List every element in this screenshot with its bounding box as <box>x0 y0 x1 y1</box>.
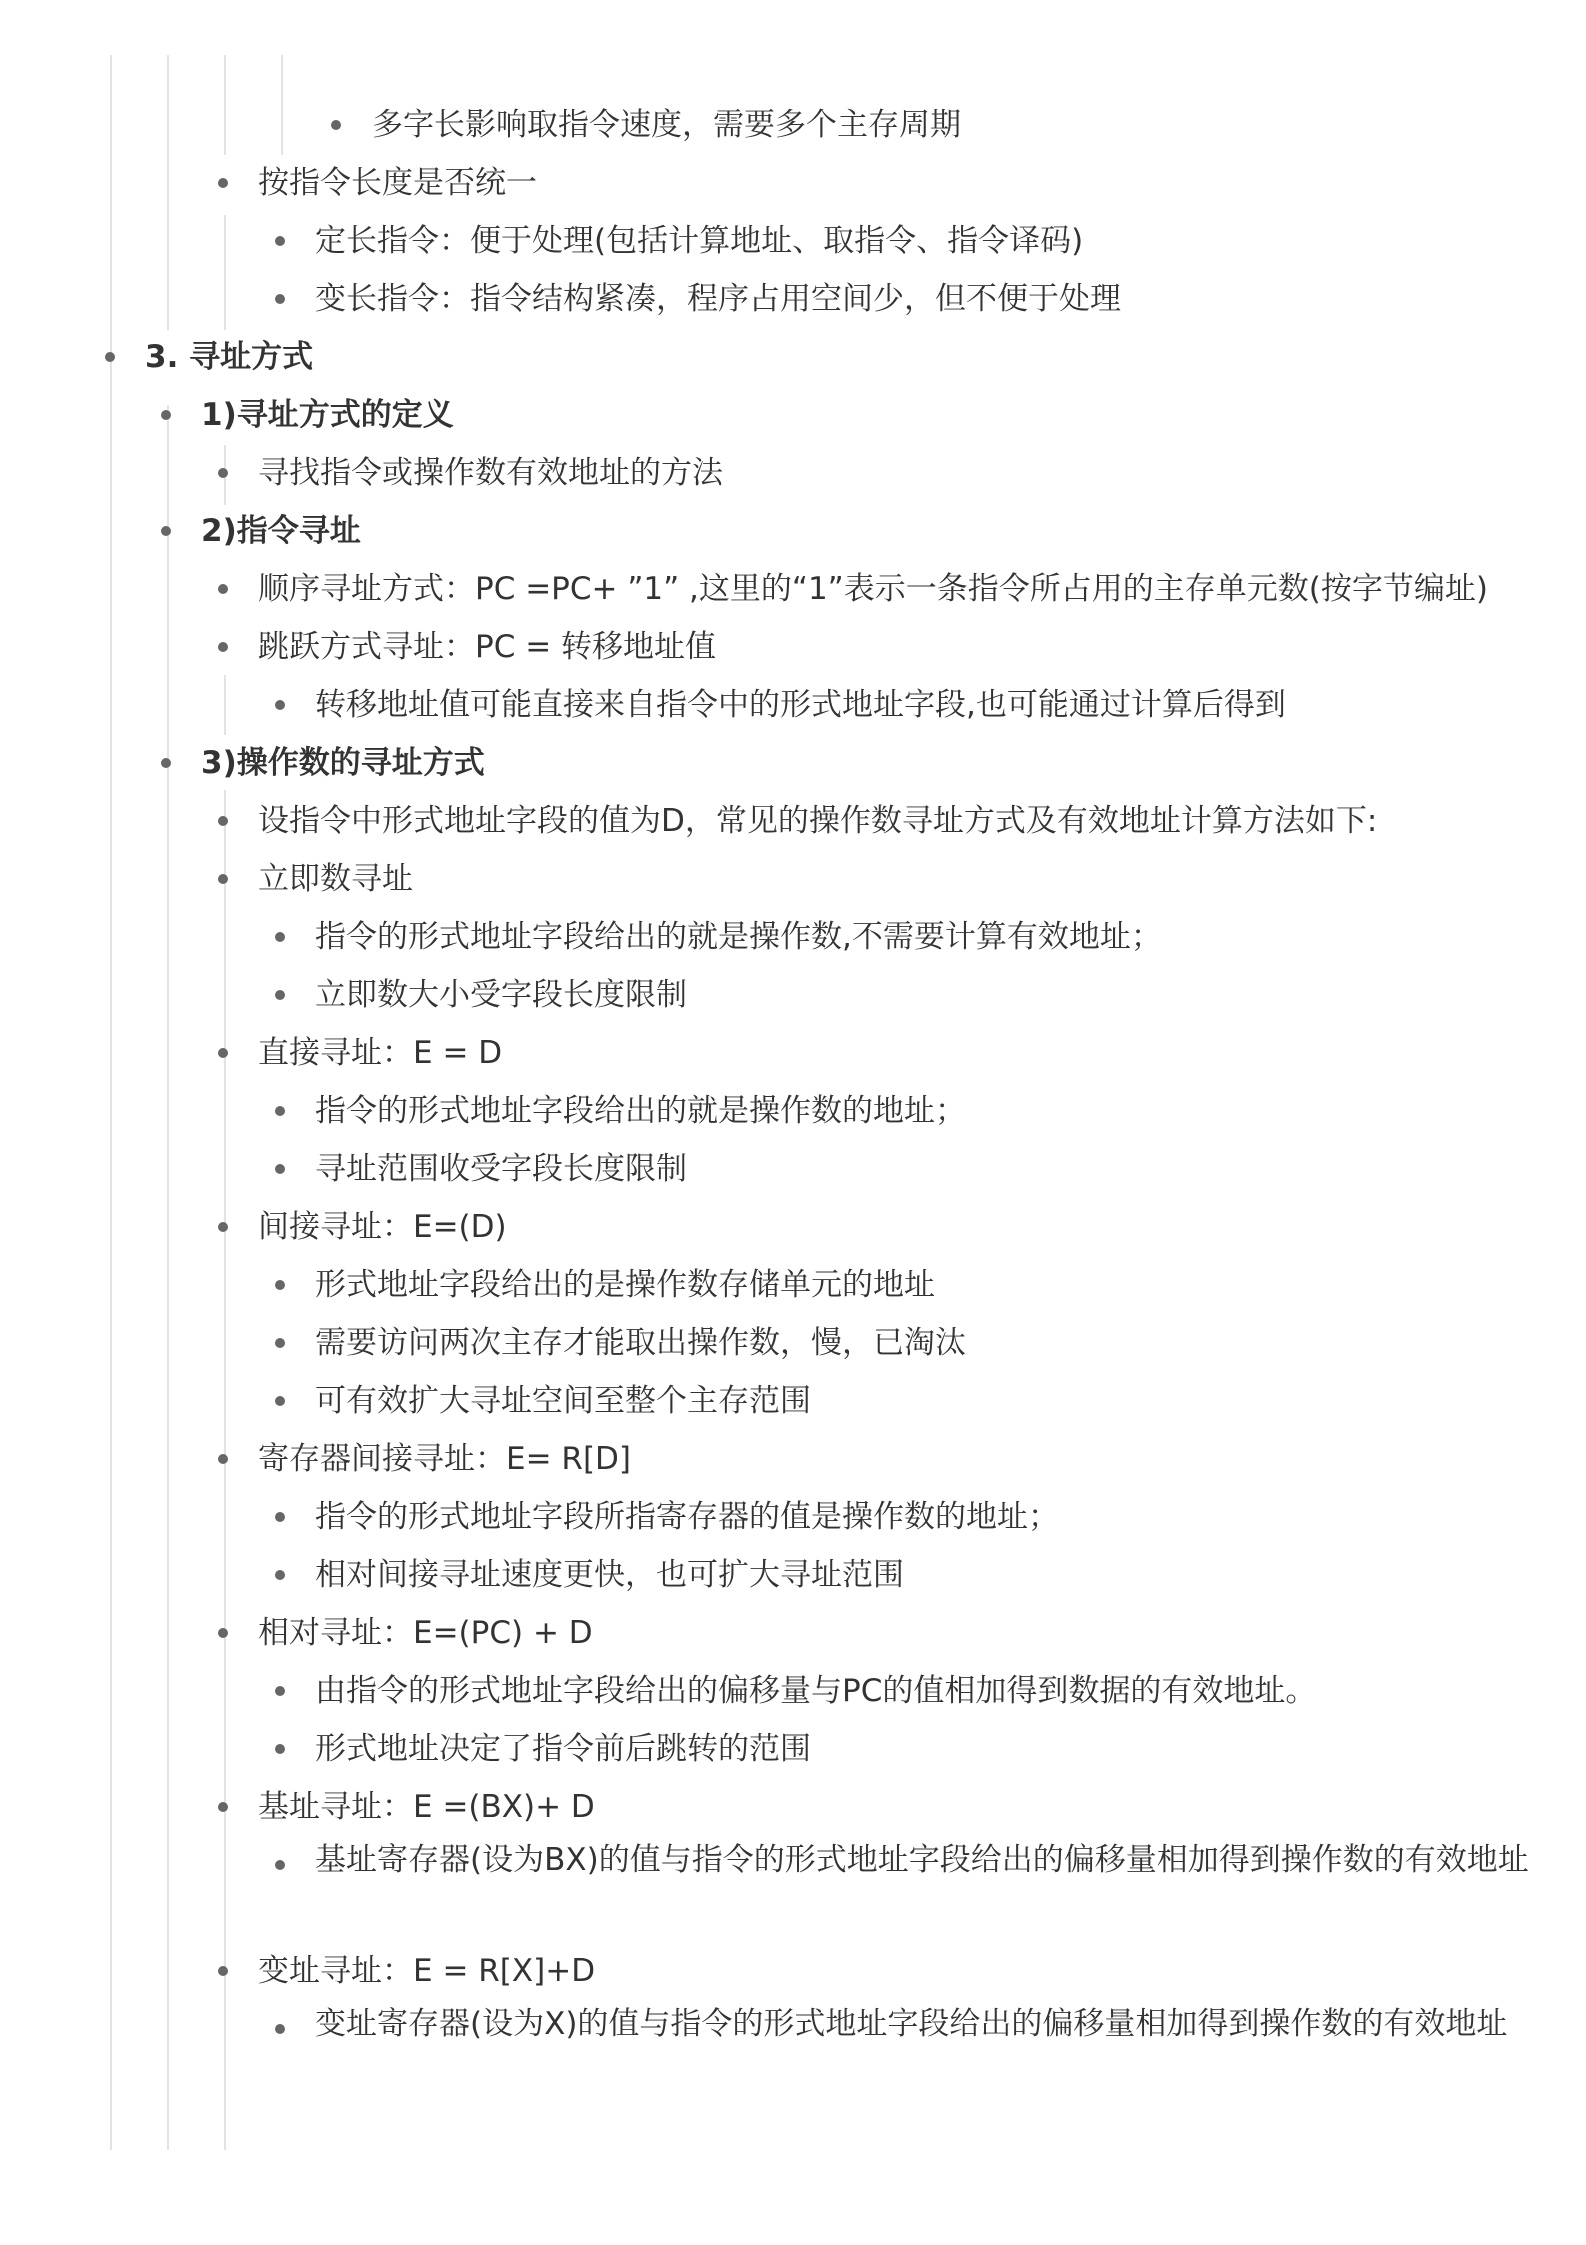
section-heading <box>0 337 1586 377</box>
list-item <box>0 1842 1586 1943</box>
list-item <box>0 917 1586 957</box>
list-item-text: 寻址范围收受字段长度限制 <box>315 1151 687 1187</box>
bullet-icon <box>218 1966 228 1976</box>
list-item <box>0 279 1586 319</box>
bullet-icon <box>275 932 285 942</box>
list-item <box>0 1497 1586 1537</box>
bullet-icon <box>275 1744 285 1754</box>
bullet-icon <box>275 236 285 246</box>
list-item-text: 按指令长度是否统一 <box>258 165 537 201</box>
list-item-text: 转移地址值可能直接来自指令中的形式地址字段,也可能通过计算后得到 <box>315 687 1286 723</box>
list-item-text: 指令的形式地址字段所指寄存器的值是操作数的地址； <box>315 1499 1059 1535</box>
subsection-heading <box>0 395 1586 435</box>
list-item-text: 形式地址字段给出的是操作数存储单元的地址 <box>315 1267 935 1303</box>
list-item-text: 基址寄存器(设为BX)的值与指令的形式地址字段给出的偏移量相加得到操作数的有效地址 <box>315 1842 1529 1878</box>
list-item <box>0 105 1586 145</box>
list-item-text: 需要访问两次主存才能取出操作数，慢，已淘汰 <box>315 1325 966 1361</box>
bullet-icon <box>218 1802 228 1812</box>
subsection-heading <box>0 511 1586 551</box>
bullet-icon <box>105 352 115 362</box>
list-item <box>0 1729 1586 1769</box>
subsection-heading <box>0 743 1586 783</box>
bullet-icon <box>275 1396 285 1406</box>
list-item <box>0 1381 1586 1421</box>
list-item <box>0 975 1586 1015</box>
list-item-text: 设指令中形式地址字段的值为D，常见的操作数寻址方式及有效地址计算方法如下: <box>258 803 1378 839</box>
bullet-icon <box>161 526 171 536</box>
list-item-text: 指令的形式地址字段给出的就是操作数,不需要计算有效地址； <box>315 919 1162 955</box>
list-item-text: 跳跃方式寻址：PC = 转移地址值 <box>258 629 717 665</box>
list-item-text: 寄存器间接寻址：E= R[D] <box>258 1441 632 1477</box>
bullet-icon <box>275 700 285 710</box>
bullet-icon <box>218 1048 228 1058</box>
list-item <box>0 1555 1586 1595</box>
bullet-icon <box>331 120 341 130</box>
list-item-text: 变址寄存器(设为X)的值与指令的形式地址字段给出的偏移量相加得到操作数的有效地址 <box>315 2006 1508 2042</box>
list-item-text: 顺序寻址方式：PC =PC+ ”1” ,这里的“1”表示一条指令所占用的主存单元数(按字节编址) <box>258 571 1488 607</box>
list-item <box>0 627 1586 667</box>
list-item-text: 间接寻址：E=(D) <box>258 1209 507 1245</box>
list-item <box>0 685 1586 725</box>
bullet-icon <box>275 1512 285 1522</box>
list-item <box>0 801 1586 841</box>
list-item-text: 基址寻址：E =(BX)+ D <box>258 1789 595 1825</box>
list-item-text: 相对寻址：E=(PC) + D <box>258 1615 593 1651</box>
list-item-text: 寻找指令或操作数有效地址的方法 <box>258 455 723 491</box>
bullet-icon <box>275 1860 285 1870</box>
bullet-icon <box>275 1106 285 1116</box>
bullet-icon <box>218 642 228 652</box>
bullet-icon <box>275 1164 285 1174</box>
bullet-icon <box>218 874 228 884</box>
bullet-icon <box>161 758 171 768</box>
list-item <box>0 1149 1586 1189</box>
bullet-icon <box>218 1454 228 1464</box>
bullet-icon <box>275 1570 285 1580</box>
list-item-text: 直接寻址：E = D <box>258 1035 503 1071</box>
list-item <box>0 1951 1586 1991</box>
list-item <box>0 1613 1586 1653</box>
list-item-text: 形式地址决定了指令前后跳转的范围 <box>315 1731 811 1767</box>
list-item <box>0 859 1586 899</box>
list-item <box>0 1033 1586 1073</box>
subsection-title: 3)操作数的寻址方式 <box>201 745 485 781</box>
bullet-icon <box>218 1222 228 1232</box>
section-title: 3. 寻址方式 <box>145 339 314 375</box>
subsection-title: 1)寻址方式的定义 <box>201 397 454 433</box>
list-item-text: 定长指令：便于处理(包括计算地址、取指令、指令译码) <box>315 223 1084 259</box>
list-item <box>0 2006 1586 2107</box>
list-item-text: 由指令的形式地址字段给出的偏移量与PC的值相加得到数据的有效地址。 <box>315 1673 1317 1709</box>
list-item <box>0 453 1586 493</box>
list-item-text: 可有效扩大寻址空间至整个主存范围 <box>315 1383 811 1419</box>
list-item <box>0 221 1586 261</box>
list-item <box>0 1787 1586 1827</box>
list-item <box>0 1207 1586 1247</box>
list-item <box>0 1323 1586 1363</box>
bullet-icon <box>275 1338 285 1348</box>
list-item-text: 多字长影响取指令速度，需要多个主存周期 <box>372 107 961 143</box>
bullet-icon <box>218 468 228 478</box>
bullet-icon <box>218 1628 228 1638</box>
list-item-text: 变址寻址：E = R[X]+D <box>258 1953 596 1989</box>
list-item-text: 指令的形式地址字段给出的就是操作数的地址； <box>315 1093 966 1129</box>
bullet-icon <box>218 584 228 594</box>
list-item-text: 立即数大小受字段长度限制 <box>315 977 687 1013</box>
bullet-icon <box>275 1686 285 1696</box>
bullet-icon <box>275 990 285 1000</box>
list-item <box>0 1671 1586 1711</box>
list-item-text: 变长指令：指令结构紧凑，程序占用空间少，但不便于处理 <box>315 281 1121 317</box>
bullet-icon <box>218 178 228 188</box>
list-item <box>0 163 1586 203</box>
bullet-icon <box>275 294 285 304</box>
list-item <box>0 1091 1586 1131</box>
bullet-icon <box>275 1280 285 1290</box>
bullet-icon <box>275 2024 285 2034</box>
list-item-text: 相对间接寻址速度更快，也可扩大寻址范围 <box>315 1557 904 1593</box>
subsection-title: 2)指令寻址 <box>201 513 361 549</box>
bullet-icon <box>161 410 171 420</box>
list-item <box>0 569 1586 609</box>
list-item <box>0 1439 1586 1479</box>
list-item <box>0 1265 1586 1305</box>
bullet-icon <box>218 816 228 826</box>
list-item-text: 立即数寻址 <box>258 861 413 897</box>
